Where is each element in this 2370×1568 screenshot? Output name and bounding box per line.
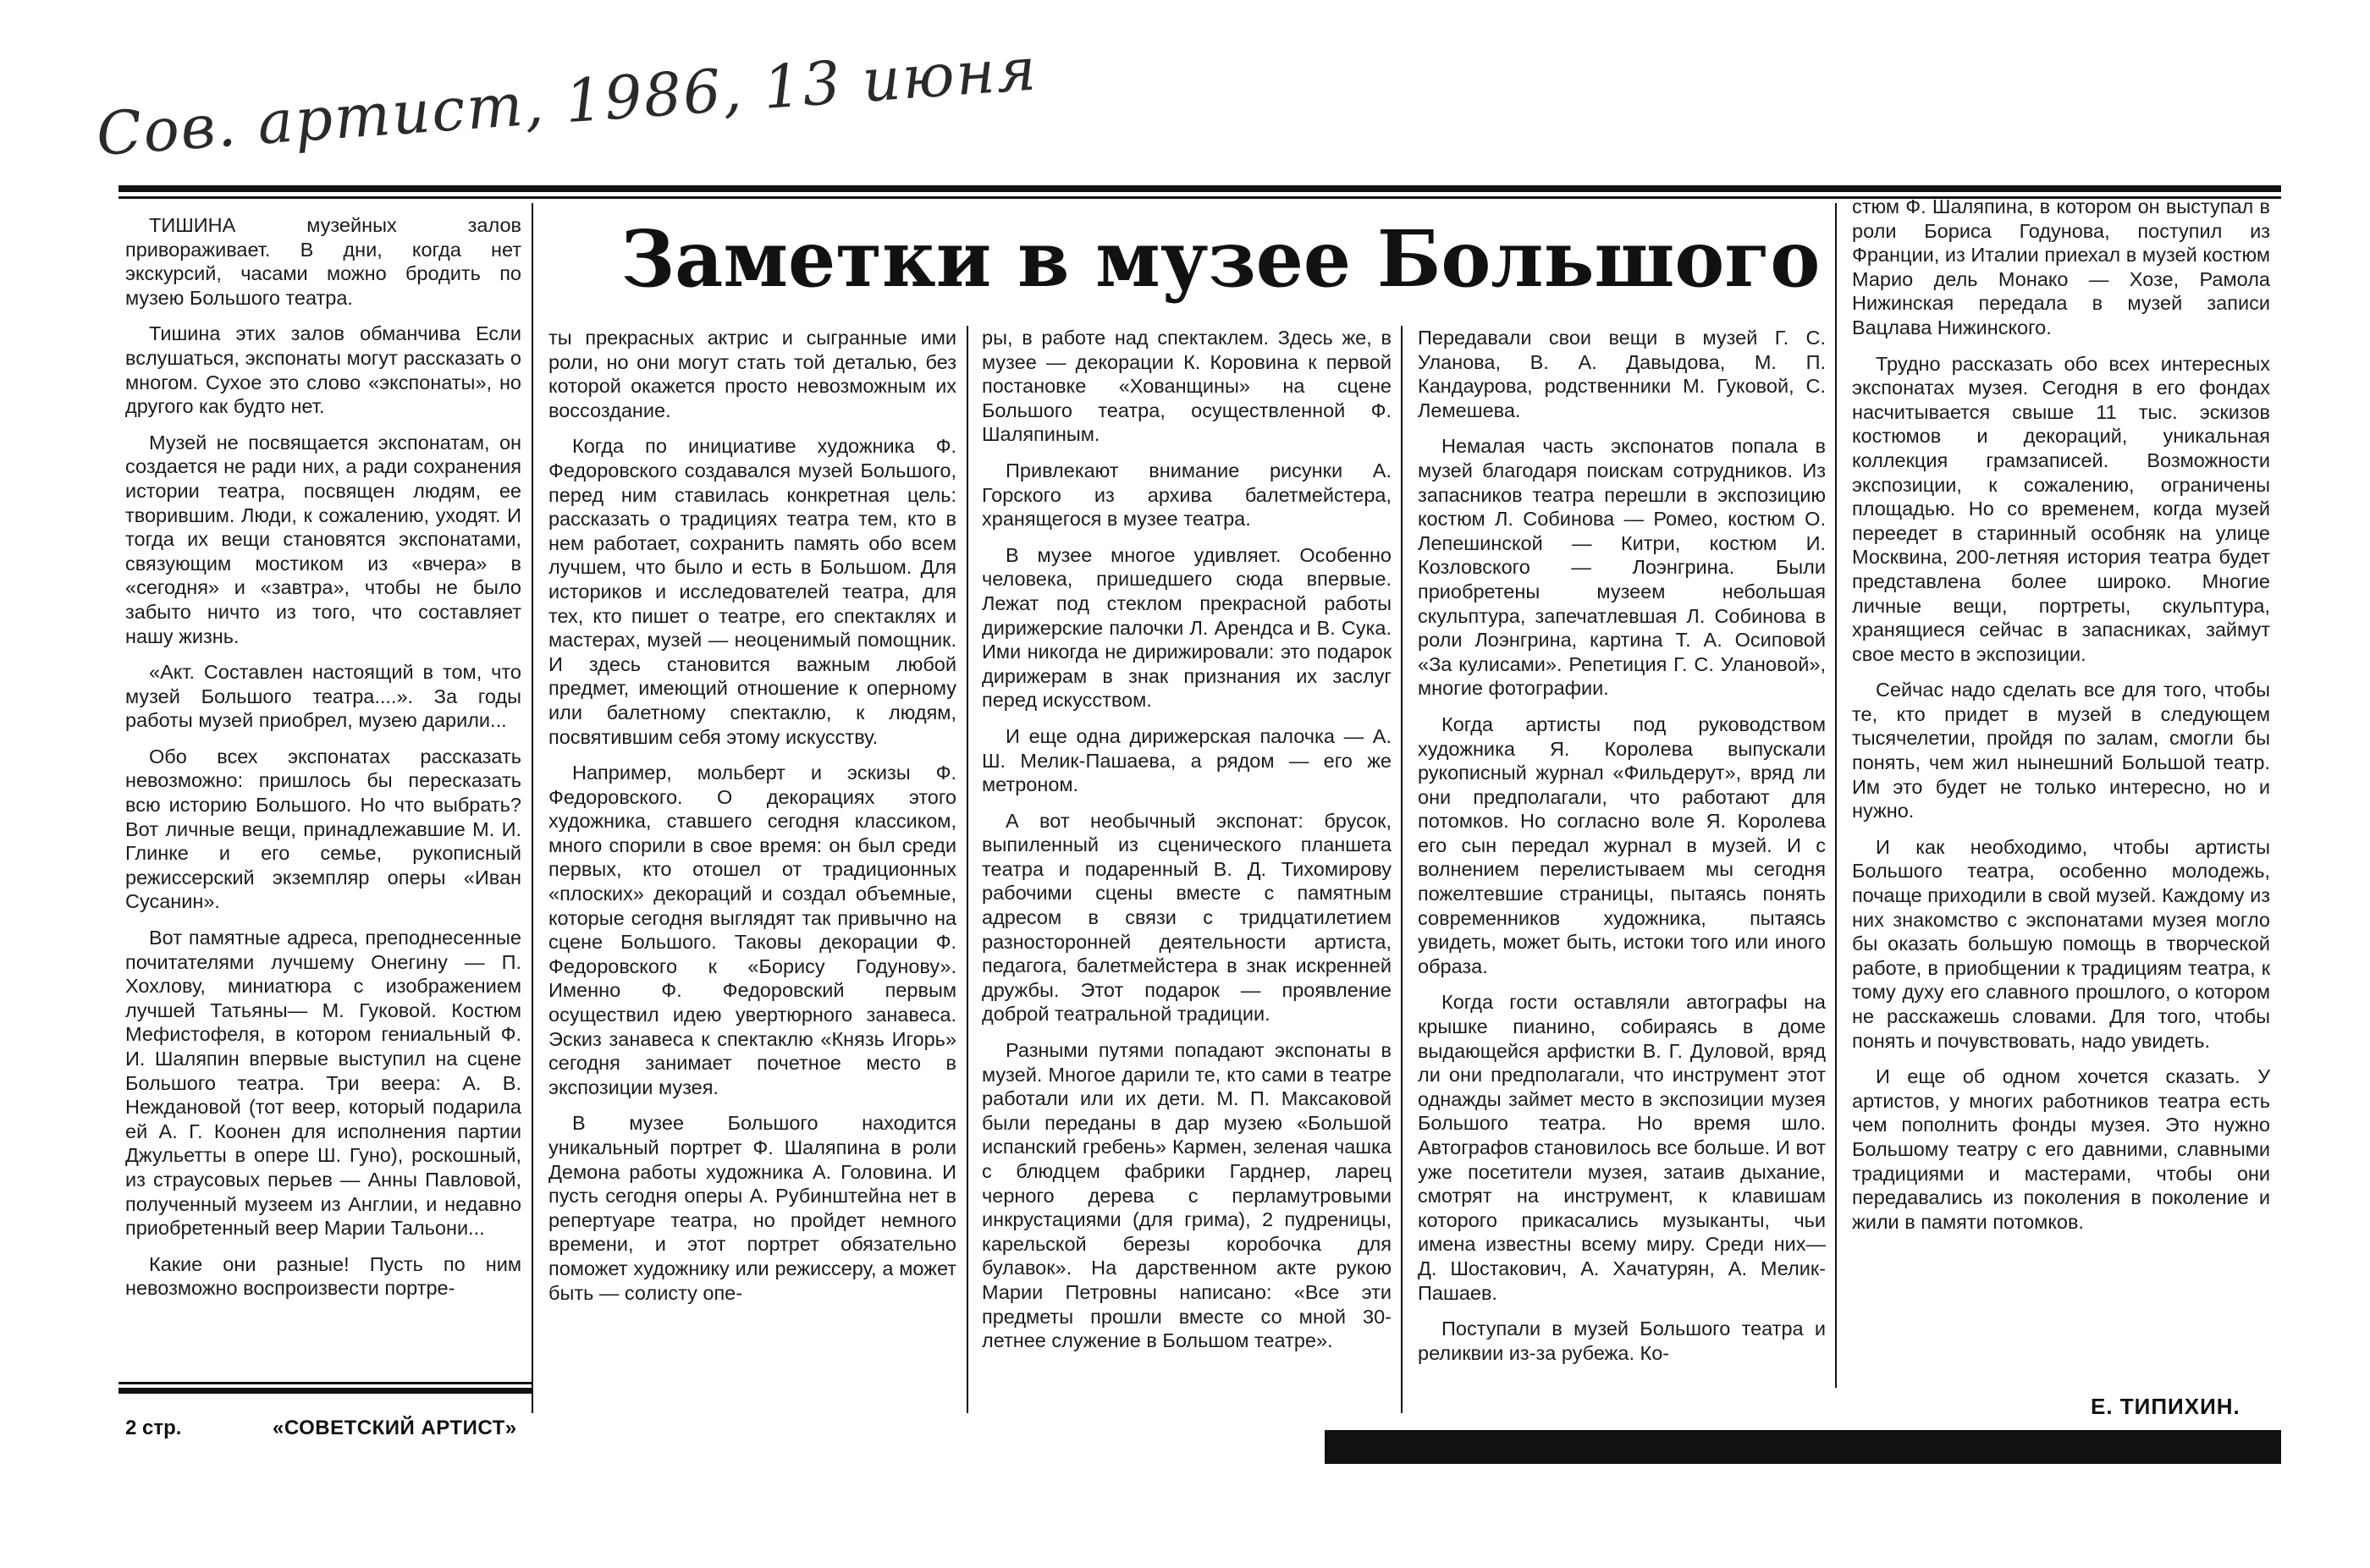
article-paragraph: И еще об одном хочется сказать. У артистов, у многих работников театра есть чем пополнить фонды музея. Это нужно Большому театру с его давними, славными традициями и мастерами, чтобы они передавались из поколения в поколение и жили в памяти потомков. — [1852, 1065, 2270, 1233]
article-paragraph: Например, мольберт и эскизы Ф. Федоровского. О декорациях этого художника, ставшего сегодня классиком, много спорили в свое время: он был среди первых, кто отошел от традиционных «плоских» декораций и создал объемные, которые сегодня выглядят так привычно на сцене Большого. Таковы декорации Ф. Федоровского к «Борису Годунову». Именно Ф. Федоровский первым осуществил идею увертюрного занавеса. Эскиз занавеса к спектаклю «Князь Игорь» сегодня занимает почетное место в экспозиции музея. — [548, 762, 956, 1098]
article-column-1 — [125, 213, 521, 1364]
article-paragraph: Поступали в музей Большого театра и реликвии из-за рубежа. Ко- — [1418, 1318, 1826, 1364]
article-column-3 — [982, 326, 1392, 1451]
column-divider — [1835, 203, 1837, 1388]
article-paragraph: ры, в работе над спектаклем. Здесь же, в музее — декорации К. Коровина к первой постановке «Хованщины» на сцене Большого театра, осуществленной Ф. Шаляпиным. — [982, 327, 1392, 446]
article-column-2 — [548, 326, 956, 1451]
article-paragraph: ты прекрасных актрис и сыгранные ими роли, но они могут стать той деталью, без которой окажется просто невозможным их воссоздание. — [548, 327, 956, 421]
article-paragraph: Музей не посвящается экспонатам, он создается не ради них, а ради сохранения истории театра, посвящен людям, ее творившим. Люди, к сожалению, уходят. И тогда их вещи становятся экспонатами, связующим мостиком из «вчера» в «сегодня» и «завтра», чтобы не было забыто ничто из того, что составляет нашу жизнь. — [125, 431, 521, 647]
article-paragraph: «Акт. Составлен настоящий в том, что музей Большого театра....». За годы работы музей приобрел, музею дарили... — [125, 661, 521, 732]
article-paragraph: И еще одна дирижерская палочка — А. Ш. Мелик-Пашаева, а рядом — его же метроном. — [982, 724, 1392, 796]
article-paragraph: Немалая часть экспонатов попала в музей благодаря поискам сотрудников. Из запасников театра перешли в экспозицию костюм Л. Собинова — Ромео, костюм О. Лепешинской — Китри, костюм И. Козловского — Лоэнгрина. Были приобретены музеем небольшая скульптура, запечатлевшая Л. Собинова в роли Лоэнгрина, картина Т. А. Осиповой «За кулисами». Репетиция Г. С. Улановой», многие фотографии. — [1418, 435, 1826, 700]
article-column-5 — [1852, 195, 2270, 1396]
bottom-rule-left-thick — [118, 1388, 532, 1394]
article-paragraph: А вот необычный экспонат: брусок, выпиленный из сценического планшета театра и подаренный В. Д. Тихомирову рабочими сцены вместе с памятным адресом в связи с тридцатилетием разносторонней деятельности артиста, педагога, балетмейстера в знак искренней дружбы. Этот подарок — проявление доброй театральной традиции. — [982, 809, 1392, 1026]
bottom-rule-left-thin — [118, 1382, 532, 1384]
article-paragraph: Тишина этих залов обманчива Если вслушаться, экспонаты могут рассказать о многом. Сухое это слово «экспонаты», но другого как будто нет. — [125, 322, 521, 418]
page-number: 2 стр. — [125, 1417, 182, 1439]
article-paragraph: Трудно рассказать обо всех интересных экспонатах музея. Сегодня в его фондах насчитывается свыше 11 тыс. эскизов костюмов и декораций, уникальная коллекция грамзаписей. Возможности экспозиции, к сожалению, ограничены площадью. Но со временем, когда музей переедет в старинный особняк на улице Москвина, 200-летняя история театра будет представлена более широко. Многие личные вещи, портреты, скульптура, хранящиеся сейчас в запасниках, займут свое место в экспозиции. — [1852, 352, 2270, 665]
article-paragraph: Какие они разные! Пусть по ним невозможно воспроизвести портре- — [125, 1252, 521, 1300]
top-rule-thick — [118, 185, 2281, 192]
article-paragraph: В музее Большого находится уникальный портрет Ф. Шаляпина в роли Демона работы художника А. Головина. И пусть сегодня оперы А. Рубинштейна нет в репертуаре театра, но пройдет немного времени, и этот портрет обязательно поможет художнику или режиссеру, а может быть — солисту опе- — [548, 1112, 956, 1304]
article-author: Е. ТИПИХИН. — [2091, 1394, 2240, 1419]
bottom-rule-right-black — [1325, 1430, 2281, 1464]
handwritten-source-note: Сов. артист, 1986, 13 июня — [94, 34, 1040, 169]
newspaper-name: «СОВЕТСКИЙ АРТИСТ» — [273, 1417, 517, 1439]
article-paragraph: ТИШИНА музейных залов привораживает. В дни, когда нет экскурсий, часами можно бродить по музею Большого театра. — [125, 214, 521, 309]
article-paragraph: Передавали свои вещи в музей Г. С. Уланова, В. А. Давыдова, М. П. Кандаурова, родственники М. Гуковой, С. Лемешева. — [1418, 327, 1826, 421]
article-paragraph: И как необходимо, чтобы артисты Большого театра, особенно молодежь, почаще приходили в свой музей. Каждому из них знакомство с экспонатами музея могло бы оказать большую помощь в творческой работе, в приобщении к традициям театра, к тому духу его славного прошлого, о котором не расскажешь словами. Для того, чтобы понять и почувствовать, надо увидеть. — [1852, 835, 2270, 1052]
article-paragraph: Когда гости оставляли автографы на крышке пианино, собираясь в доме выдающейся арфистки В. Г. Дуловой, вряд ли они предполагали, что инструмент этот однажды займет место в экспозиции музея Большого театра. Но время шло. Автографов становилось все больше. И вот уже посетители музея, затаив дыхание, смотрят на инструмент, к клавишам которого прикасались музыканты, чьи имена известны всему миру. Среди них— Д. Шостакович, А. Хачатурян, А. Мелик-Пашаев. — [1418, 991, 1826, 1304]
article-paragraph: Когда артисты под руководством художника Я. Королева выпускали рукописный журнал «Фильдерут», вряд ли они предполагали, что работают для потомков. Но согласно воле Я. Королева его сын передал журнал в музей. И с волнением перелистываем мы сегодня пожелтевшие страницы, пытаясь понять современников художника, пытаясь увидеть, может быть, истоки того или иного образа. — [1418, 712, 1826, 977]
article-paragraph: Разными путями попадают экспонаты в музей. Многое дарили те, кто сами в театре работали или их дети. М. П. Максаковой были переданы в дар музею «Большой испанский гребень» Кармен, зеленая чашка с блюдцем фабрики Гарднер, ларец черного дерева с перламутровыми инкрустациями (для грима), 2 пудреницы, карельской березы коробочка для булавок». На дарственном акте рукою Марии Петровны написано: «Все эти предметы прошли вместе со мной 30-летнее служение в Большом театре». — [982, 1039, 1392, 1352]
column-divider — [1401, 326, 1403, 1413]
article-title: Заметки в музее Большого — [620, 213, 1821, 305]
article-paragraph: Вот памятные адреса, преподнесенные почитателями лучшему Онегину — П. Хохлову, миниатюра с изображением лучшей Татьяны— М. Гуковой. Костюм Мефистофеля, в котором гениальный Ф. И. Шаляпин впервые выступил на сцене Большого театра. Три веера: А. В. Неждановой (тот веер, который подарила ей А. Г. Коонен для исполнения партии Джульетты в опере Ш. Гуно), роскошный, из страусовых перьев — Анны Павловой, полученный музеем из Англии, и недавно приобретенный веер Марии Тальони... — [125, 927, 521, 1240]
article-paragraph: Обо всех экспонатах рассказать невозможно: пришлось бы пересказать всю историю Большого. Но что выбрать? Вот личные вещи, принадлежавшие М. И. Глинке и его семье, рукописный режиссерский экземпляр оперы «Иван Сусанин». — [125, 745, 521, 913]
column-divider — [967, 326, 968, 1413]
article-paragraph: Когда по инициативе художника Ф. Федоровского создавался музей Большого, перед ним ставилась конкретная цель: рассказать о традициях театра тем, кто в нем работает, сохранить память обо всем лучшем, что было и есть в Большом. Для историков и исследователей театра, для тех, кто пишет о театре, его спектаклях и мастерах, музей — неоценимый помощник. И здесь становится важным любой предмет, имеющий отношение к оперному или балетному спектаклю, к людям, посвятившим себя этому искусству. — [548, 435, 956, 748]
article-column-4 — [1418, 326, 1826, 1451]
article-paragraph: Привлекают внимание рисунки А. Горского из архива балетмейстера, хранящегося в музее театра. — [982, 459, 1392, 531]
column-divider — [532, 203, 533, 1413]
article-paragraph: В музее многое удивляет. Особенно человека, пришедшего сюда впервые. Лежат под стеклом прекрасной работы дирижерские палочки Л. Арендса и В. Сука. Ими никогда не дирижировали: это подарок дирижерам в знак признания их заслуг перед искусством. — [982, 543, 1392, 712]
article-paragraph: стюм Ф. Шаляпина, в котором он выступал в роли Бориса Годунова, поступил из Франции, из Италии приехал в музей костюм Марио дель Монако — Хозе, Рамола Нижинская передала в музей записи Вацлава Нижинского. — [1852, 195, 2270, 338]
article-paragraph: Сейчас надо сделать все для того, чтобы те, кто придет в музей в следующем тысячелетии, пройдя по залам, смогли бы понять, чем жил нынешний Большой театр. Им это будет не только интересно, но и нужно. — [1852, 679, 2270, 823]
